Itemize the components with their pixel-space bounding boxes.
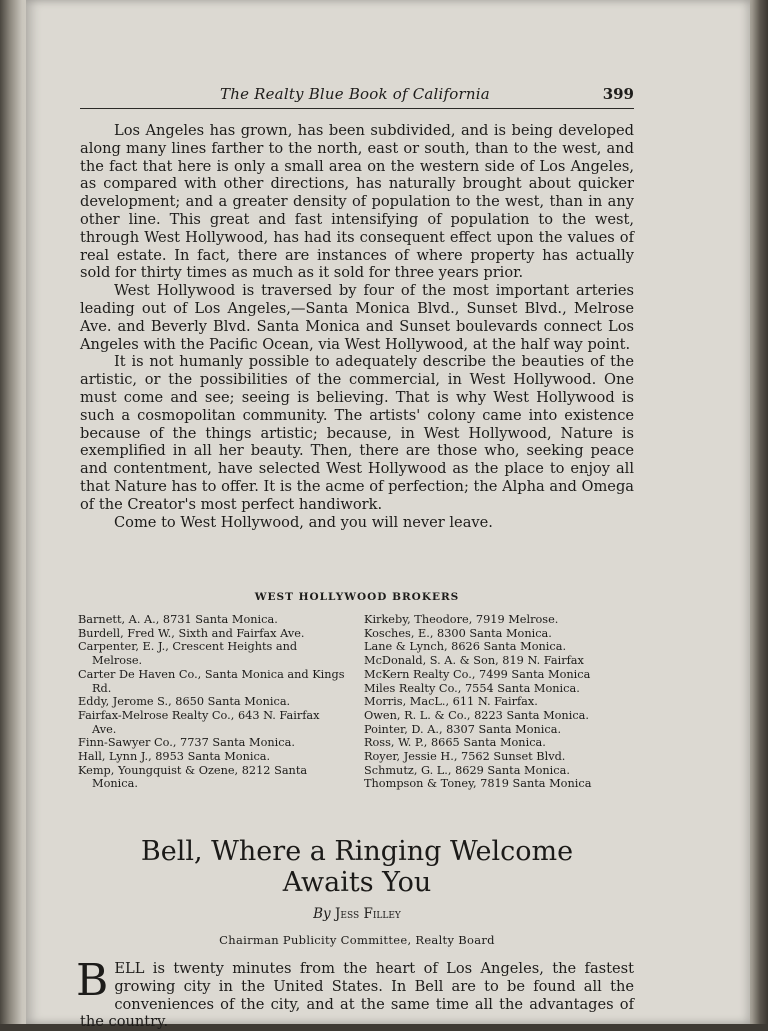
west-hollywood-text	[80, 122, 634, 531]
broker-entry: Ross, W. P., 8665 Santa Monica.	[364, 736, 546, 750]
broker-entry: Barnett, A. A., 8731 Santa Monica.	[78, 613, 278, 626]
bell-paragraph: ELL is twenty minutes from the heart of Los Angeles, the fastest growing city in the United States. In Bell are to be found all the conveniences of the city, and at the same time all the advantages of the country.	[80, 960, 634, 1031]
bell-article-text	[76, 955, 634, 1031]
running-title: The Realty Blue Book of California	[220, 85, 490, 103]
byline-by: By	[313, 906, 331, 922]
article-title-line-1: Bell, Where a Ringing Welcome	[140, 836, 574, 867]
byline	[80, 906, 634, 922]
broker-entry: Kemp, Youngquist & Ozene, 8212 Santa Monica.	[78, 763, 308, 791]
broker-entry: Finn-Sawyer Co., 7737 Santa Monica.	[78, 736, 295, 750]
broker-entry: Thompson & Toney, 7819 Santa Monica	[364, 777, 592, 791]
article-title-line-2: Awaits You	[282, 867, 432, 898]
broker-entry: Hall, Lynn J., 8953 Santa Monica.	[78, 750, 271, 764]
broker-entry: Kirkeby, Theodore, 7919 Melrose.	[364, 613, 559, 626]
byline-author: Jess Filley	[335, 906, 401, 922]
broker-entry: Kosches, E., 8300 Santa Monica.	[364, 626, 552, 640]
paragraph-1: Los Angeles has grown, has been subdivided, and is being developed along many lines farther to the north, east or south, than to the west, and the fact that here is only a small area on the western side of Los Angeles, as compared with other directions, has naturally brought about quicker development; and a greater density of population to the west, than in any other line. This great and fast intensifying of population to the west, through West Hollywood, has had its consequent effect upon the values of real estate. In fact, there are instances of where property has actually sold for thirty times as much as it sold for three years prior.	[80, 122, 634, 282]
broker-entry: Miles Realty Co., 7554 Santa Monica.	[364, 681, 580, 695]
broker-entry: Schmutz, G. L., 8629 Santa Monica.	[364, 763, 570, 777]
broker-entry: Owen, R. L. & Co., 8223 Santa Monica.	[364, 708, 589, 722]
brokers-list-right	[364, 613, 632, 791]
page-number: 399	[602, 85, 634, 103]
brokers-list-left	[78, 613, 346, 791]
brokers-heading: WEST HOLLYWOOD BROKERS	[254, 591, 460, 603]
broker-entry: Burdell, Fred W., Sixth and Fairfax Ave.	[78, 626, 305, 640]
broker-entry: Lane & Lynch, 8626 Santa Monica.	[364, 640, 567, 654]
broker-entry: Pointer, D. A., 8307 Santa Monica.	[364, 722, 562, 736]
paragraph-4: Come to West Hollywood, and you will never leave.	[114, 513, 493, 531]
broker-entry: McDonald, S. A. & Son, 819 N. Fairfax	[364, 654, 584, 668]
broker-entry: McKern Realty Co., 7499 Santa Monica	[364, 667, 591, 681]
page-header	[80, 84, 634, 109]
broker-entry: Fairfax-Melrose Realty Co., 643 N. Fairfax Ave.	[78, 708, 320, 736]
article-title	[80, 836, 634, 898]
broker-entry: Royer, Jessie H., 7562 Sunset Blvd.	[364, 750, 566, 764]
byline-role: Chairman Publicity Committee, Realty Board	[219, 933, 495, 947]
broker-entry: Carpenter, E. J., Crescent Heights and Melrose.	[78, 640, 298, 668]
broker-entry: Carter De Haven Co., Santa Monica and Kings Rd.	[78, 667, 345, 695]
paragraph-2: West Hollywood is traversed by four of the most important arteries leading out of Los Angeles,—Santa Monica Blvd., Sunset Blvd., Melrose Ave. and Beverly Blvd. Santa Monica and Sunset boulevards connect Los Angeles with the Pacific Ocean, via West Hollywood, at the half way point.	[80, 282, 634, 353]
paragraph-3: It is not humanly possible to adequately describe the beauties of the artistic, or the possibilities of the commercial, in West Hollywood. One must come and see; seeing is believing. That is why West Hollywood is such a cosmopolitan community. The artists' colony came into existence because of the things artistic; because, in West Hollywood, Nature is exemplified in all her beauty. Then, there are those who, seeking peace and contentment, have selected West Hollywood as the place to enjoy all that Nature has to offer. It is the acme of perfection; the Alpha and Omega of the Creator's most perfect handiwork.	[80, 353, 634, 513]
broker-entry: Eddy, Jerome S., 8650 Santa Monica.	[78, 695, 291, 709]
broker-entry: Morris, MacL., 611 N. Fairfax.	[364, 695, 538, 709]
drop-cap: B	[76, 955, 109, 1006]
